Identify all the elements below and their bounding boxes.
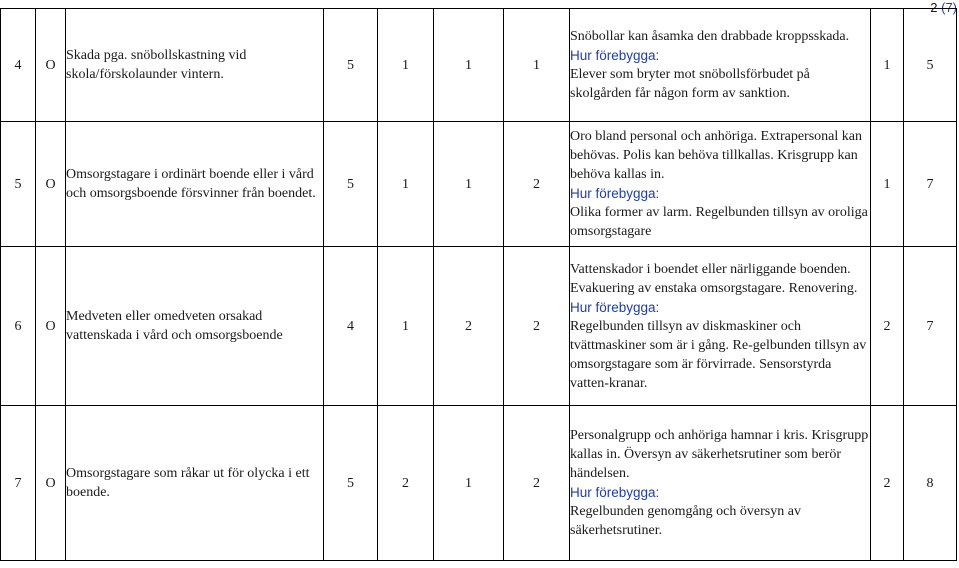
consequence-cell xyxy=(570,122,871,247)
row-number: 6 xyxy=(1,247,36,406)
consequence-cell xyxy=(570,9,871,122)
measure-label: Hur förebygga: xyxy=(570,186,660,201)
risk-description: Omsorgstagare i ordinärt boende eller i vård och omsorgsboende försvinner från boendet. xyxy=(66,122,324,247)
row-number: 5 xyxy=(1,122,36,247)
score-1: 5 xyxy=(324,406,378,561)
score-2: 2 xyxy=(378,406,434,561)
score-3: 1 xyxy=(434,122,504,247)
residual-score-2: 7 xyxy=(904,247,957,406)
score-2: 1 xyxy=(378,9,434,122)
risk-description: Skada pga. snöbollskastning vid skola/förskolaunder vintern. xyxy=(66,9,324,122)
residual-score-2: 5 xyxy=(904,9,957,122)
consequence-cell xyxy=(570,406,871,561)
table-row xyxy=(1,406,957,561)
residual-score-1: 1 xyxy=(871,122,904,247)
residual-score-2: 7 xyxy=(904,122,957,247)
score-1: 5 xyxy=(324,9,378,122)
score-3: 1 xyxy=(434,406,504,561)
table-row xyxy=(1,9,957,122)
consequence-text: Personalgrupp och anhöriga hamnar i kris. Krisgrupp kallas in. Översyn av säkerhetsrutiner som berör händelsen. xyxy=(570,428,869,481)
row-type: O xyxy=(36,247,66,406)
score-1: 5 xyxy=(324,122,378,247)
score-3: 1 xyxy=(434,9,504,122)
row-type: O xyxy=(36,122,66,247)
row-number: 4 xyxy=(1,9,36,122)
score-4: 2 xyxy=(504,406,570,561)
page-number: 2 (7) xyxy=(930,0,957,15)
consequence-cell xyxy=(570,247,871,406)
residual-score-1: 1 xyxy=(871,9,904,122)
measure-text: Elever som bryter mot snöbollsförbudet på skolgården får någon form av sanktion. xyxy=(570,67,810,101)
risk-description: Omsorgstagare som råkar ut för olycka i ett boende. xyxy=(66,406,324,561)
row-type: O xyxy=(36,9,66,122)
table-row xyxy=(1,122,957,247)
residual-score-1: 2 xyxy=(871,406,904,561)
consequence-text: Oro bland personal och anhöriga. Extrapersonal kan behövas. Polis kan behöva tillkallas. Krisgrupp kan behöva kallas in. xyxy=(570,129,862,182)
score-4: 2 xyxy=(504,247,570,406)
table-row xyxy=(1,247,957,406)
score-2: 1 xyxy=(378,122,434,247)
score-1: 4 xyxy=(324,247,378,406)
measure-label: Hur förebygga: xyxy=(570,485,660,500)
risk-table xyxy=(0,8,957,561)
measure-text: Olika former av larm. Regelbunden tillsyn av oroliga omsorgstagare xyxy=(570,205,868,239)
residual-score-1: 2 xyxy=(871,247,904,406)
consequence-text: Vattenskador i boendet eller närliggande boenden. Evakuering av enstaka omsorgstagare. Renovering. xyxy=(570,261,858,296)
measure-text: Regelbunden genomgång och översyn av säkerhetsrutiner. xyxy=(570,504,801,538)
measure-text: Regelbunden tillsyn av diskmaskiner och tvättmaskiner som är i gång. Re-gelbunden tillsyn av omsorgstagare som är förvirrade. Sensorstyrda vatten-kranar. xyxy=(570,318,867,391)
measure-label: Hur förebygga: xyxy=(570,299,660,315)
row-type: O xyxy=(36,406,66,561)
risk-description: Medveten eller omedveten orsakad vattenskada i vård och omsorgsboende xyxy=(66,247,324,406)
measure-label: Hur förebygga: xyxy=(570,48,660,63)
score-4: 1 xyxy=(504,9,570,122)
row-number: 7 xyxy=(1,406,36,561)
score-3: 2 xyxy=(434,247,504,406)
score-4: 2 xyxy=(504,122,570,247)
score-2: 1 xyxy=(378,247,434,406)
residual-score-2: 8 xyxy=(904,406,957,561)
consequence-text: Snöbollar kan åsamka den drabbade kroppsskada. xyxy=(570,29,850,44)
